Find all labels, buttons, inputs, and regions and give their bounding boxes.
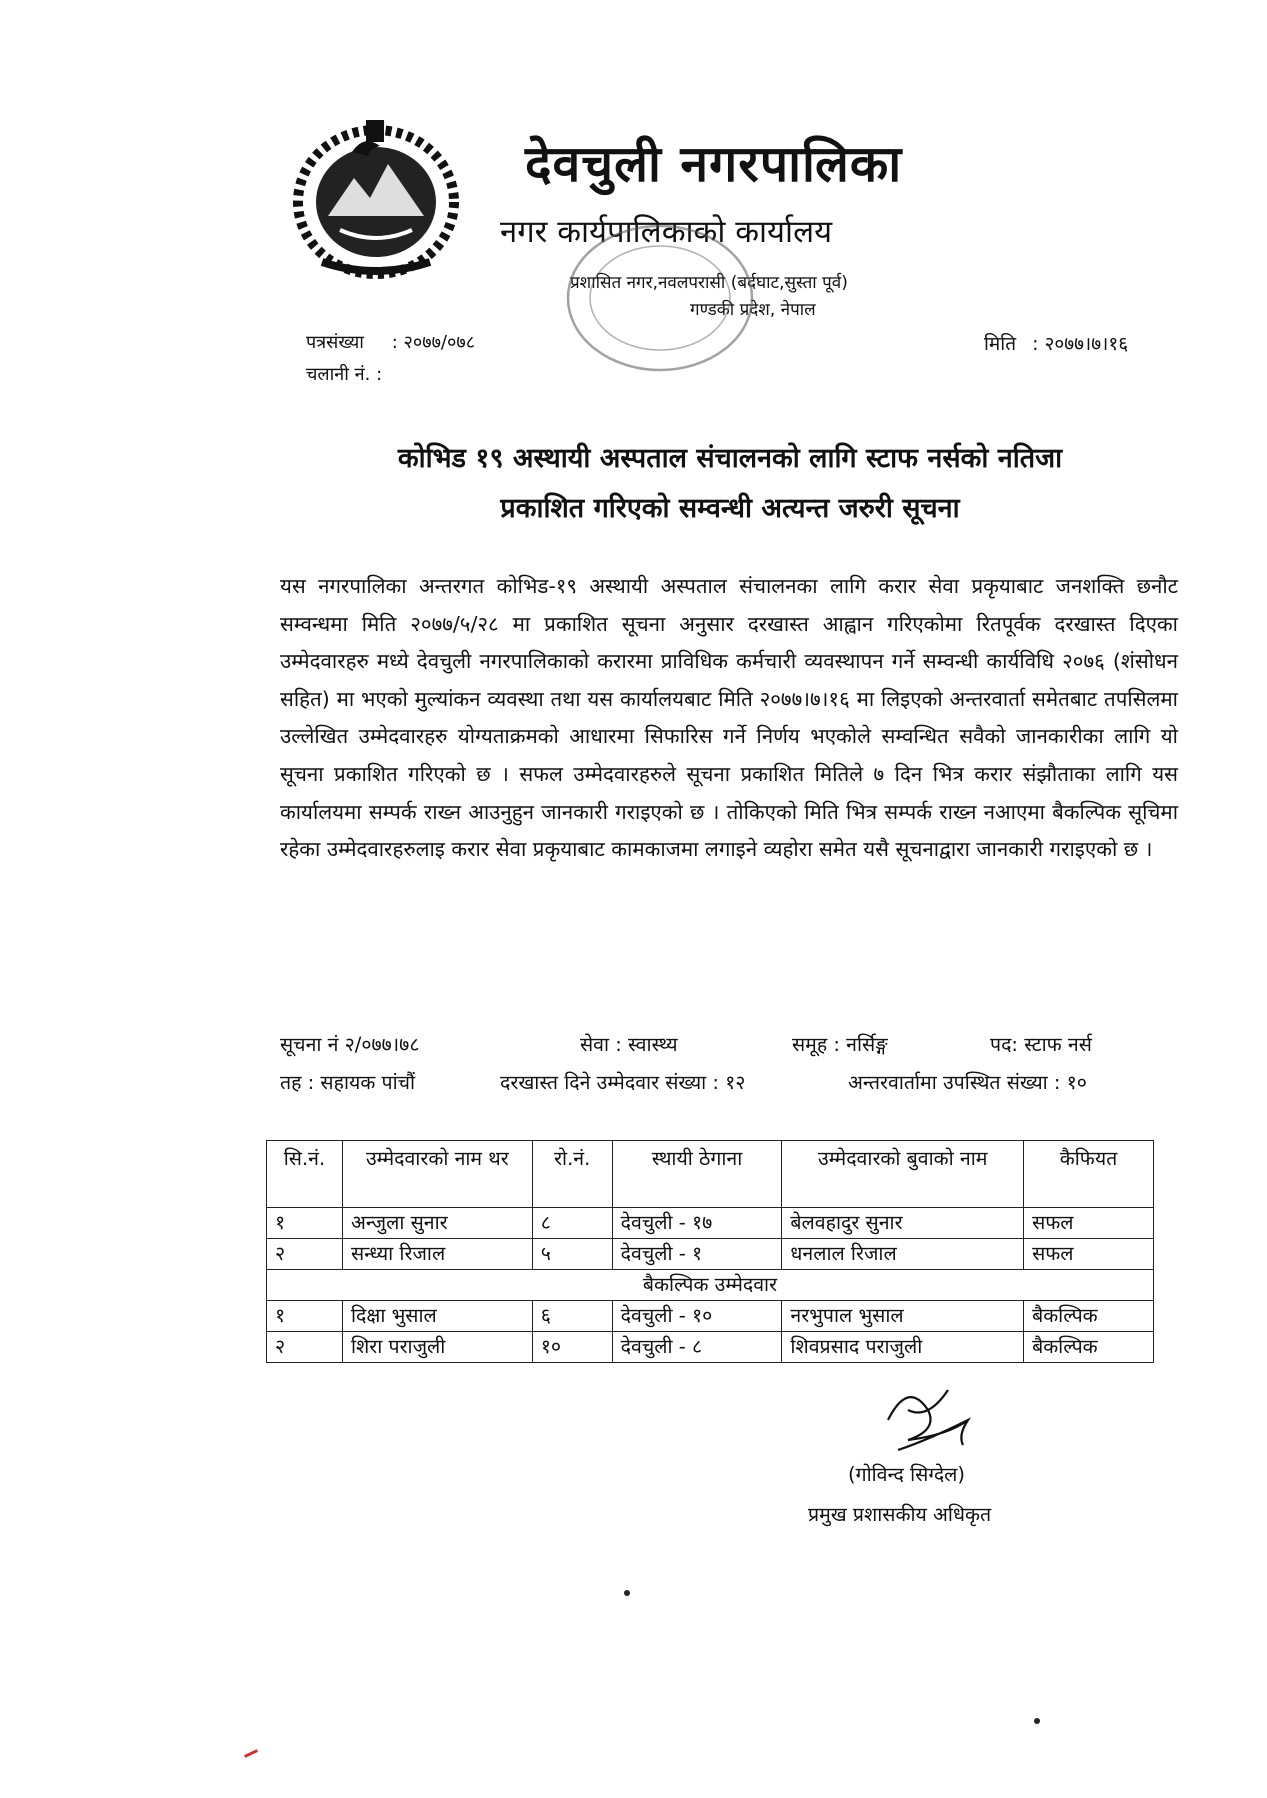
office-stamp-icon <box>560 218 760 378</box>
alternate-section-label: बैकल्पिक उम्मेदवार <box>267 1270 1154 1301</box>
notice-body: यस नगरपालिका अन्तरगत कोभिड-१९ अस्थायी अस्पताल संचालनका लागि करार सेवा प्रकृयाबाट जनशक्ति छनौट सम्वन्धमा मिति २०७७/५/२८ मा प्रकाशित सूचना अनुसार दरखास्त आह्वान गरिएकोमा रितपूर्वक दरखास्त दिएका उम्मेदवारहरु मध्ये देवचुली नगरपालिकाको करारमा प्राविधिक कर्मचारी व्यवस्थापन गर्ने सम्वन्धी कार्यविधि २०७६ (शंसोधन सहित) मा भएको मुल्यांकन व्यवस्था तथा यस कार्यालयबाट मिति २०७७।७।१६ मा लिइएको अन्तरवार्ता समेतबाट तपसिलमा उल्लेखित उम्मेदवारहरु योग्यताक्रमको आधारमा सिफारिस गर्ने निर्णय भएकोले सम्वन्धित सवैको जानकारीका लागि यो सूचना प्रकाशित गरिएको छ । सफल उम्मेदवारहरुले सूचना प्रकाशित मितिले ७ दिन भित्र करार संझौताका लागि यस कार्यालयमा सम्पर्क राख्न आउनुहुन जानकारी गराइएको छ । तोकिएको मिति भित्र सम्पर्क राख्न नआएमा बैकल्पिक सूचिमा रहेका उम्मेदवारहरुलाइ करार सेवा प्रकृयाबाट कामकाजमा लगाइने व्यहोरा समेत यसै सूचनाद्वारा जानकारी गराइएको छ । <box>280 574 1178 862</box>
date <box>984 330 1128 356</box>
header-father-name: उम्मेदवारको बुवाको नाम <box>782 1141 1024 1208</box>
table-header-row <box>267 1141 1154 1208</box>
cell-father-name: धनलाल रिजाल <box>782 1239 1024 1270</box>
level: तह : सहायक पांचौं <box>280 1071 416 1094</box>
table-row <box>267 1301 1154 1332</box>
cell-father-name: नरभुपाल भुसाल <box>782 1301 1024 1332</box>
attendee-count: अन्तरवार्तामा उपस्थित संख्या : १० <box>848 1071 1087 1094</box>
cell-remarks: सफल <box>1024 1239 1154 1270</box>
notice-heading-line-1: कोभिड १९ अस्थायी अस्पताल संचालनको लागि स्टाफ नर्सको नतिजा <box>397 443 1063 474</box>
nepal-emblem-icon <box>292 112 460 280</box>
chalani-number: चलानी नं. : <box>306 364 383 385</box>
header-serial: सि.नं. <box>267 1141 343 1208</box>
cell-roll-number: ६ <box>532 1301 612 1332</box>
table-row <box>267 1208 1154 1239</box>
scan-speck <box>624 1590 630 1596</box>
cell-permanent-address: देवचुली - ८ <box>612 1332 782 1363</box>
cell-roll-number: ८ <box>532 1208 612 1239</box>
cell-candidate-name: अन्जुला सुनार <box>342 1208 532 1239</box>
cell-roll-number: १० <box>532 1332 612 1363</box>
cell-serial: १ <box>267 1208 343 1239</box>
address-line-2: गण्डकी प्रदेश, नेपाल <box>690 300 816 320</box>
cell-remarks: बैकल्पिक <box>1024 1301 1154 1332</box>
results-table <box>266 1140 1154 1363</box>
header-roll-number: रो.नं. <box>532 1141 612 1208</box>
cell-serial: १ <box>267 1301 343 1332</box>
patra-sankhya <box>306 330 475 354</box>
cell-remarks: सफल <box>1024 1208 1154 1239</box>
notice-number: सूचना नं २/०७७।७८ <box>280 1033 420 1056</box>
alternate-section-row <box>267 1270 1154 1301</box>
cell-permanent-address: देवचुली - १ <box>612 1239 782 1270</box>
cell-roll-number: ५ <box>532 1239 612 1270</box>
cell-father-name: शिवप्रसाद पराजुली <box>782 1332 1024 1363</box>
signatory-title: प्रमुख प्रशासकीय अधिकृत <box>808 1503 992 1526</box>
header-candidate-name: उम्मेदवारको नाम थर <box>342 1141 532 1208</box>
cell-serial: २ <box>267 1332 343 1363</box>
cell-remarks: बैकल्पिक <box>1024 1332 1154 1363</box>
cell-father-name: बेलवहादुर सुनार <box>782 1208 1024 1239</box>
signatory-name: (गोविन्द सिग्देल) <box>848 1463 966 1486</box>
post: पद: स्टाफ नर्स <box>990 1033 1092 1056</box>
table-row <box>267 1239 1154 1270</box>
org-name: देवचुली नगरपालिका <box>525 135 903 193</box>
address-line-1: प्रशासित नगर,नवलपरासी (बर्दघाट,सुस्ता पूर्व) <box>570 273 848 293</box>
cell-candidate-name: दिक्षा भुसाल <box>342 1301 532 1332</box>
cell-candidate-name: सन्ध्या रिजाल <box>342 1239 532 1270</box>
cell-permanent-address: देवचुली - १० <box>612 1301 782 1332</box>
signature-icon <box>868 1380 998 1460</box>
header-permanent-address: स्थायी ठेगाना <box>612 1141 782 1208</box>
patra-sankhya-label: पत्रसंख्या <box>306 332 364 353</box>
cell-candidate-name: शिरा पराजुली <box>342 1332 532 1363</box>
office-name: नगर कार्यपालिकाको कार्यालय <box>500 214 833 250</box>
date-value: : २०७७।७।१६ <box>1032 333 1129 355</box>
service: सेवा : स्वास्थ्य <box>580 1033 678 1056</box>
scan-speck <box>1034 1718 1040 1724</box>
notice-heading-line-2: प्रकाशित गरिएको सम्वन्धी अत्यन्त जरुरी सूचना <box>500 493 960 524</box>
patra-sankhya-value: : २०७७/०७८ <box>391 332 476 353</box>
cell-permanent-address: देवचुली - १७ <box>612 1208 782 1239</box>
scan-speck <box>244 1749 258 1758</box>
table-row <box>267 1332 1154 1363</box>
date-label: मिति <box>984 333 1017 355</box>
applicant-count: दरखास्त दिने उम्मेदवार संख्या : १२ <box>500 1071 746 1094</box>
header-remarks: कैफियत <box>1024 1141 1154 1208</box>
group: समूह : नर्सिङ्ग <box>792 1033 888 1056</box>
cell-serial: २ <box>267 1239 343 1270</box>
